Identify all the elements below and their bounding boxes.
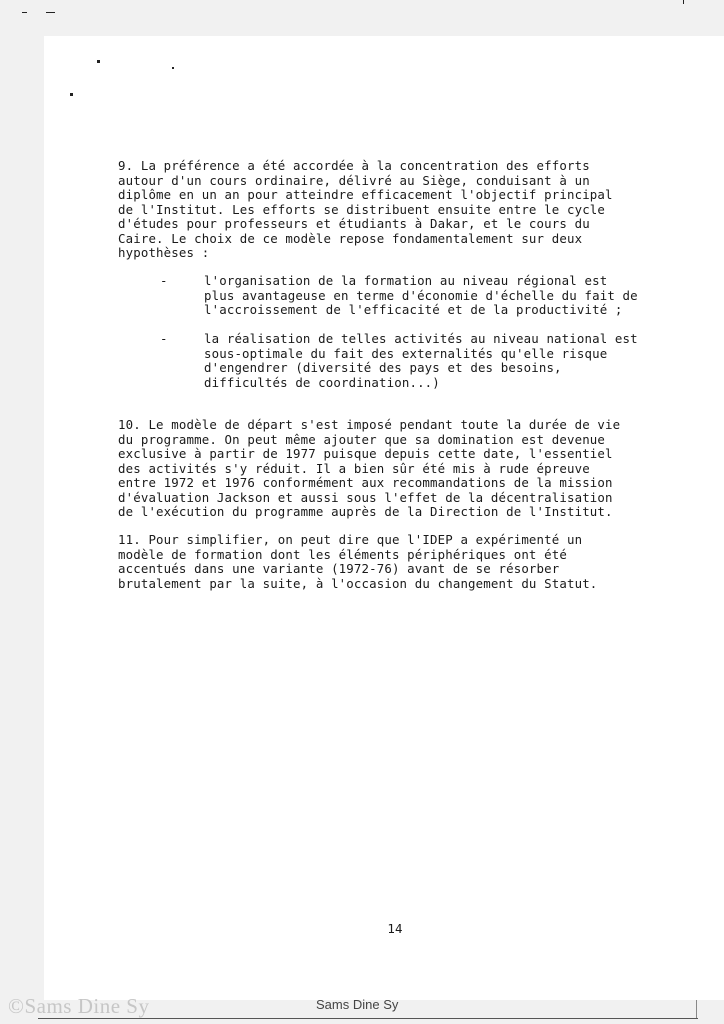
text-line: d'engendrer (diversité des pays et des besoins, — [204, 360, 562, 375]
footer-divider — [38, 1018, 698, 1019]
paragraph-10 — [118, 418, 676, 520]
text-line: autour d'un cours ordinaire, délivré au Siège, conduisant à un — [118, 172, 590, 188]
paragraph-9 — [118, 159, 676, 261]
text-line: Caire. Le choix de ce modèle repose fondamentalement sur deux — [118, 230, 583, 246]
bullet-item-2 — [204, 332, 676, 390]
footer-tick — [696, 1000, 697, 1018]
text-line: de l'exécution du programme auprès de la Direction de l'Institut. — [118, 504, 613, 519]
text-line: l'accroissement de l'efficacité et de la productivité ; — [204, 302, 623, 317]
paragraph-11 — [118, 533, 676, 591]
scan-speck — [46, 12, 55, 13]
text-line: exclusive à partir de 1977 puisque depuis cette date, l'essentiel — [118, 446, 613, 461]
scan-speck — [22, 12, 27, 13]
text-line: de l'Institut. Les efforts se distribuent ensuite entre le cycle — [118, 201, 606, 217]
text-line: la réalisation de telles activités au niveau national est — [204, 331, 638, 346]
text-line: l'organisation de la formation au niveau régional est — [204, 273, 608, 288]
text-line: du programme. On peut même ajouter que sa domination est devenue — [118, 431, 606, 447]
watermark: ©Sams Dine Sy — [8, 994, 150, 1018]
text-line: des activités s'y réduit. Il a bien sûr été mis à rude épreuve — [118, 460, 590, 476]
text-line: entre 1972 et 1976 conformément aux recommandations de la mission — [118, 475, 613, 490]
scan-speck — [683, 0, 684, 4]
text-line: brutalement par la suite, à l'occasion du changement du Statut. — [118, 575, 598, 591]
text-line: accentués dans une variante (1972-76) avant de se résorber — [118, 561, 560, 576]
text-line: 11. Pour simplifier, on peut dire que l'IDEP a expérimenté un — [118, 532, 583, 547]
text-line: difficultés de coordination...) — [204, 374, 440, 390]
bullet-dash: - — [160, 331, 168, 346]
bullet-item-1 — [204, 274, 676, 318]
text-line: diplôme en un an pour atteindre efficacement l'objectif principal — [118, 187, 613, 202]
footer-credit: Sams Dine Sy — [316, 997, 399, 1012]
text-line: sous-optimale du fait des externalités qu'elle risque — [204, 345, 608, 361]
text-line: d'études pour professeurs et étudiants à Dakar, et le cours du — [118, 216, 590, 231]
text-line: plus avantageuse en terme d'économie d'échelle du fait de — [204, 287, 638, 303]
text-line: 9. La préférence a été accordée à la concentration des efforts — [118, 158, 590, 173]
text-line: 10. Le modèle de départ s'est imposé pendant toute la durée de vie — [118, 417, 621, 432]
text-line: d'évaluation Jackson et aussi sous l'effet de la décentralisation — [118, 489, 613, 505]
scan-speck — [97, 60, 100, 63]
bullet-dash: - — [160, 273, 168, 288]
text-line: hypothèses : — [118, 245, 210, 260]
scan-speck — [70, 93, 73, 96]
scan-speck — [172, 67, 174, 69]
page-number: 14 — [387, 921, 403, 936]
text-line: modèle de formation dont les éléments périphériques ont été — [118, 546, 567, 562]
